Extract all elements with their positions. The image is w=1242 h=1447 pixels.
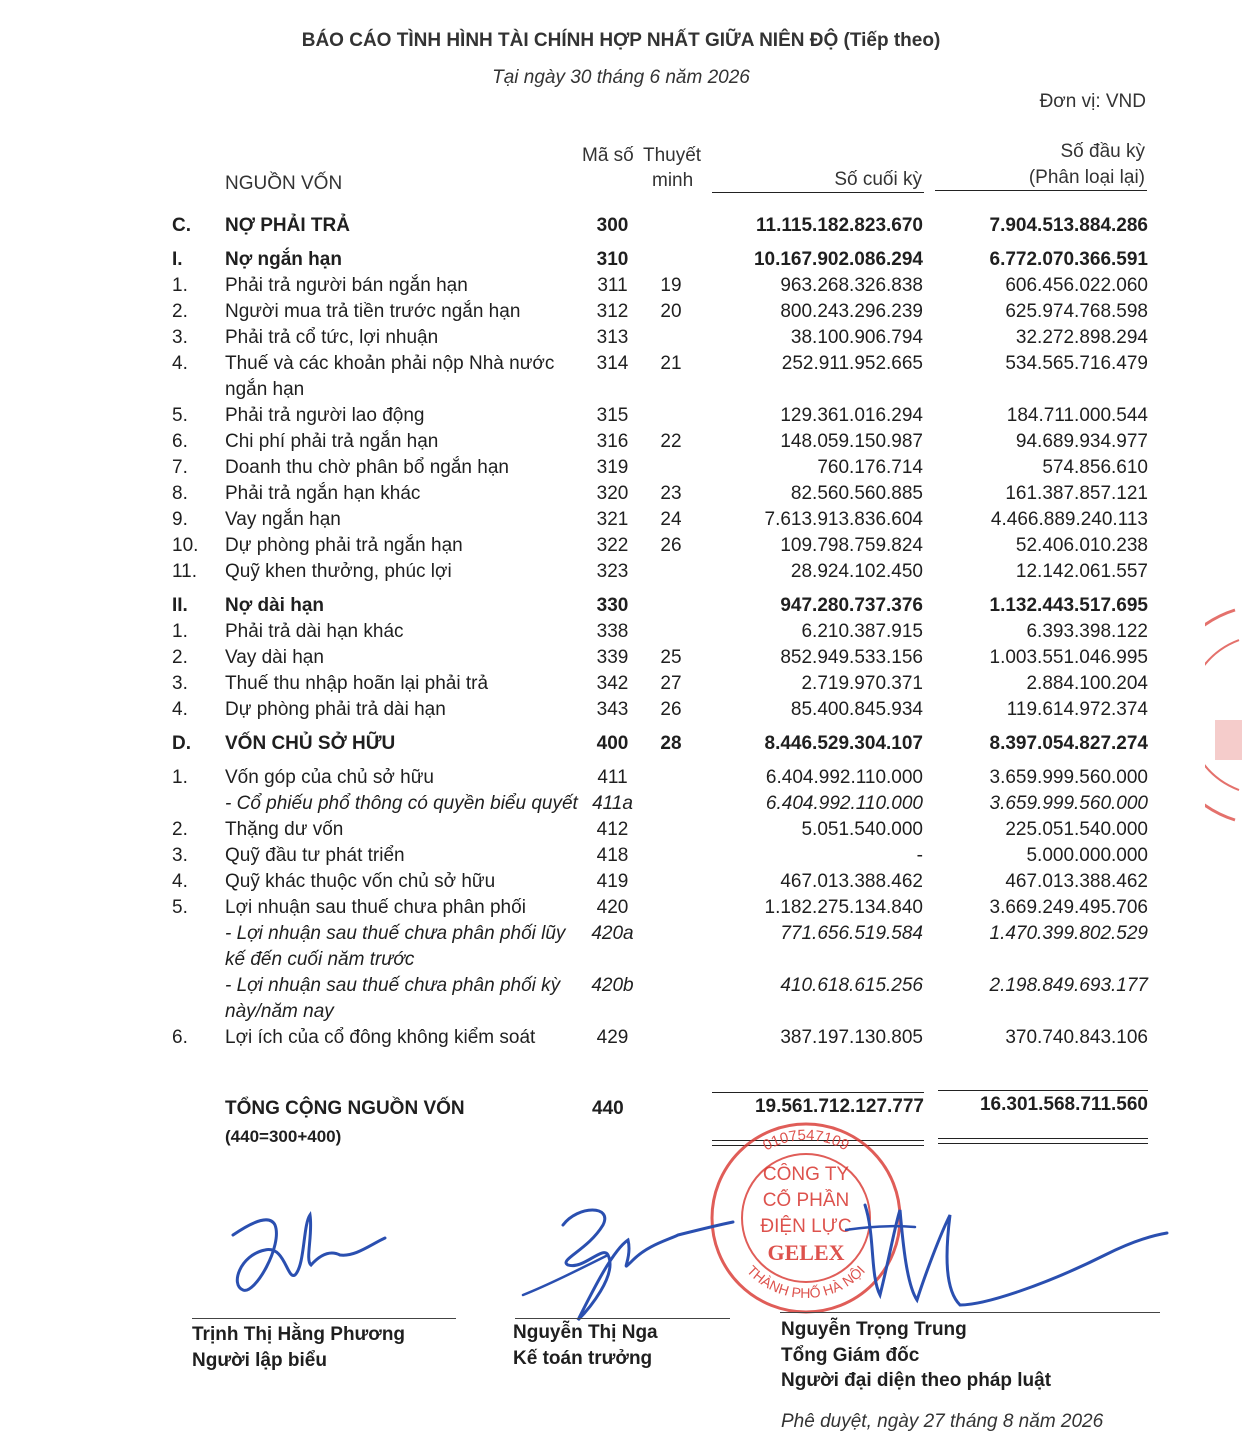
row-code: 411 <box>597 767 628 788</box>
row-note <box>640 239 702 273</box>
row-begin-value: 2.198.849.693.177 <box>989 975 1148 996</box>
row-begin-value: 3.659.999.560.000 <box>989 793 1148 814</box>
row-note: 23 <box>660 483 682 504</box>
svg-text:GELEX: GELEX <box>767 1240 845 1265</box>
row-end-value: 10.167.902.086.294 <box>753 249 923 270</box>
row-end-value: 1.182.275.134.840 <box>764 897 923 918</box>
row-number: 4. <box>172 353 188 374</box>
row-code: 342 <box>596 673 629 694</box>
liabilities-equity-table <box>172 205 1152 1051</box>
row-note <box>640 843 702 869</box>
signer-preparer-role: Người lập biểu <box>192 1350 327 1371</box>
header-begin-period: Số đầu kỳ <box>1060 141 1145 162</box>
row-begin-value: 3.659.999.560.000 <box>989 767 1148 788</box>
signature-general-director <box>845 1195 1175 1320</box>
row-number: 6. <box>172 1027 188 1048</box>
row-note <box>640 973 702 1025</box>
row-begin-value: 225.051.540.000 <box>1005 819 1148 840</box>
table-row <box>172 619 1152 645</box>
approval-date: Phê duyệt, ngày 27 tháng 8 năm 2026 <box>781 1411 1104 1432</box>
row-end-value: 8.446.529.304.107 <box>764 733 923 754</box>
table-row <box>172 455 1152 481</box>
row-code: 319 <box>596 457 629 478</box>
row-code: 330 <box>596 595 629 616</box>
table-row <box>172 533 1152 559</box>
row-begin-value: 52.406.010.238 <box>1015 535 1148 556</box>
row-end-value: 410.618.615.256 <box>780 975 923 996</box>
row-number: 3. <box>172 845 188 866</box>
row-label: Nợ dài hạn <box>225 595 325 616</box>
row-end-value: 2.719.970.371 <box>801 673 923 694</box>
row-note <box>640 817 702 843</box>
row-begin-value: 8.397.054.827.274 <box>989 733 1148 754</box>
row-number: 2. <box>172 819 188 840</box>
table-row <box>172 585 1152 619</box>
signature-preparer <box>225 1205 395 1305</box>
row-end-value: 947.280.737.376 <box>780 595 923 616</box>
row-note: 26 <box>660 535 682 556</box>
row-note <box>640 757 702 791</box>
row-begin-value: 184.711.000.544 <box>1006 405 1148 426</box>
row-label: - Cổ phiếu phổ thông có quyền biểu quyết <box>225 793 578 814</box>
row-note: 19 <box>660 275 682 296</box>
row-label: Vay dài hạn <box>225 647 324 668</box>
row-note <box>640 559 702 585</box>
row-label: Vốn góp của chủ sở hữu <box>225 767 434 788</box>
row-label: Phải trả người bán ngắn hạn <box>225 275 468 296</box>
header-section: NGUỒN VỐN <box>225 173 343 194</box>
row-note: 26 <box>660 699 682 720</box>
row-label: Lợi nhuận sau thuế chưa phân phối <box>225 897 526 918</box>
row-label: Thuế thu nhập hoãn lại phải trả <box>225 673 489 694</box>
row-begin-value: 161.387.857.121 <box>1005 483 1148 504</box>
row-number: 2. <box>172 301 188 322</box>
row-number: D. <box>172 733 191 754</box>
row-note <box>640 585 702 619</box>
row-end-value: 7.613.913.836.604 <box>764 509 923 530</box>
header-code: Mã số <box>582 145 634 166</box>
row-number: I. <box>172 249 183 270</box>
table-row <box>172 757 1152 791</box>
row-number <box>172 973 225 1025</box>
row-label: Phải trả dài hạn khác <box>225 621 404 642</box>
row-number: 1. <box>172 767 188 788</box>
header-underline-begin <box>935 190 1147 191</box>
row-end-value: - <box>916 845 923 866</box>
row-number: 7. <box>172 457 188 478</box>
row-number: 4. <box>172 699 188 720</box>
row-label: NỢ PHẢI TRẢ <box>225 215 350 236</box>
row-end-value: 6.210.387.915 <box>801 621 923 642</box>
signer-chief-accountant-role: Kế toán trưởng <box>513 1348 653 1369</box>
row-code: 429 <box>596 1027 629 1048</box>
table-row <box>172 869 1152 895</box>
row-label: Chi phí phải trả ngắn hạn <box>225 431 439 452</box>
row-label: Phải trả cổ tức, lợi nhuận <box>225 327 439 348</box>
row-note <box>640 1025 702 1051</box>
row-begin-value: 370.740.843.106 <box>1005 1027 1148 1048</box>
row-end-value: 771.656.519.584 <box>780 923 923 944</box>
row-begin-value: 574.856.610 <box>1042 457 1148 478</box>
table-row <box>172 791 1152 817</box>
row-end-value: 38.100.906.794 <box>790 327 923 348</box>
row-end-value: 5.051.540.000 <box>801 819 923 840</box>
table-row <box>172 299 1152 325</box>
row-begin-value: 606.456.022.060 <box>1005 275 1148 296</box>
row-code: 420 <box>596 897 629 918</box>
row-begin-value: 7.904.513.884.286 <box>989 215 1148 236</box>
row-label: Quỹ đầu tư phát triển <box>225 845 405 866</box>
row-begin-value: 6.772.070.366.591 <box>989 249 1148 270</box>
row-note <box>640 205 702 239</box>
row-begin-value: 467.013.388.462 <box>1005 871 1148 892</box>
row-end-value: 28.924.102.450 <box>790 561 923 582</box>
table-row <box>172 273 1152 299</box>
row-code: 420b <box>591 975 634 996</box>
table-row <box>172 205 1152 239</box>
row-end-value: 11.115.182.823.670 <box>756 215 923 236</box>
row-begin-value: 1.470.399.802.529 <box>989 923 1148 944</box>
total-code: 440 <box>592 1098 624 1119</box>
row-number: 8. <box>172 483 188 504</box>
signature-line-preparer <box>192 1318 456 1319</box>
row-label: Quỹ khác thuộc vốn chủ sở hữu <box>225 871 496 892</box>
row-note <box>640 325 702 351</box>
row-number: 3. <box>172 673 188 694</box>
row-begin-value: 5.000.000.000 <box>1026 845 1148 866</box>
row-number: 11. <box>172 561 198 582</box>
row-note: 27 <box>660 673 682 694</box>
row-note <box>640 403 702 429</box>
row-label: - Lợi nhuận sau thuế chưa phân phối lũy kế đến cuối năm trước <box>225 923 566 970</box>
row-end-value: 852.949.533.156 <box>780 647 923 668</box>
row-end-value: 760.176.714 <box>817 457 923 478</box>
table-row <box>172 1025 1152 1051</box>
row-begin-value: 1.003.551.046.995 <box>989 647 1148 668</box>
row-code: 315 <box>596 405 629 426</box>
table-row <box>172 697 1152 723</box>
row-code: 310 <box>596 249 629 270</box>
row-end-value: 82.560.560.885 <box>790 483 923 504</box>
row-code: 420a <box>591 923 634 944</box>
total-top-line-begin <box>938 1090 1148 1091</box>
table-row <box>172 403 1152 429</box>
row-label: Phải trả ngắn hạn khác <box>225 483 421 504</box>
svg-text:ĐIỆN LỰC: ĐIỆN LỰC <box>760 1216 852 1237</box>
row-code: 316 <box>596 431 629 452</box>
row-label: Quỹ khen thưởng, phúc lợi <box>225 561 452 582</box>
row-code: 312 <box>596 301 629 322</box>
row-begin-value: 12.142.061.557 <box>1015 561 1148 582</box>
table-row <box>172 481 1152 507</box>
table-row <box>172 325 1152 351</box>
row-label: Thặng dư vốn <box>225 819 344 840</box>
svg-text:CÔNG TY: CÔNG TY <box>762 1164 850 1185</box>
row-begin-value: 625.974.768.598 <box>1005 301 1148 322</box>
row-note <box>640 869 702 895</box>
row-number: 2. <box>172 647 188 668</box>
table-row <box>172 559 1152 585</box>
row-end-value: 85.400.845.934 <box>790 699 923 720</box>
row-number: C. <box>172 215 191 236</box>
total-formula: (440=300+400) <box>225 1127 342 1146</box>
row-note <box>640 895 702 921</box>
row-number <box>172 791 225 817</box>
signer-general-director-name: Nguyễn Trọng Trung <box>781 1319 967 1340</box>
row-end-value: 148.059.150.987 <box>780 431 923 452</box>
row-begin-value: 3.669.249.495.706 <box>989 897 1148 918</box>
signer-chief-accountant-name: Nguyễn Thị Nga <box>513 1322 658 1343</box>
row-code: 314 <box>596 353 629 374</box>
row-number: 5. <box>172 405 188 426</box>
svg-text:CỔ PHẦN: CỔ PHẦN <box>762 1190 850 1211</box>
row-code: 343 <box>596 699 629 720</box>
edge-seal-fragment <box>1205 600 1242 830</box>
row-code: 400 <box>596 733 629 754</box>
row-code: 320 <box>596 483 629 504</box>
row-end-value: 109.798.759.824 <box>780 535 923 556</box>
row-label: VỐN CHỦ SỞ HỮU <box>225 733 396 754</box>
row-label: - Lợi nhuận sau thuế chưa phân phối kỳ này/năm nay <box>225 975 561 1022</box>
row-begin-value: 32.272.898.294 <box>1015 327 1148 348</box>
table-row <box>172 507 1152 533</box>
report-title: BÁO CÁO TÌNH HÌNH TÀI CHÍNH HỢP NHẤT GIỮA NIÊN ĐỘ (Tiếp theo) <box>301 30 941 51</box>
table-row <box>172 723 1152 757</box>
row-end-value: 6.404.992.110.000 <box>765 793 923 814</box>
row-number: 6. <box>172 431 188 452</box>
total-begin: 16.301.568.711.560 <box>979 1094 1148 1115</box>
row-end-value: 252.911.952.665 <box>781 353 923 374</box>
row-number: II. <box>172 595 188 616</box>
row-code: 321 <box>596 509 629 530</box>
header-begin-period-sub: (Phân loại lại) <box>1028 167 1145 188</box>
row-label: Dự phòng phải trả dài hạn <box>225 699 446 720</box>
row-number: 1. <box>172 275 188 296</box>
row-code: 411a <box>592 793 633 814</box>
row-number: 4. <box>172 871 188 892</box>
table-row <box>172 645 1152 671</box>
row-begin-value: 4.466.889.240.113 <box>990 509 1148 530</box>
row-note: 25 <box>660 647 682 668</box>
row-note: 21 <box>660 353 682 374</box>
signature-chief-accountant <box>518 1200 738 1330</box>
currency-unit: Đơn vị: VND <box>1039 91 1146 112</box>
row-note: 22 <box>660 431 682 452</box>
row-number <box>172 921 225 973</box>
table-row <box>172 671 1152 697</box>
header-note-2: minh <box>652 170 694 191</box>
row-note <box>640 619 702 645</box>
row-note: 28 <box>660 733 682 754</box>
table-row <box>172 921 1152 973</box>
row-code: 338 <box>596 621 629 642</box>
row-number: 3. <box>172 327 188 348</box>
row-begin-value: 1.132.443.517.695 <box>989 595 1148 616</box>
row-code: 322 <box>596 535 629 556</box>
row-note <box>640 791 702 817</box>
row-end-value: 467.013.388.462 <box>780 871 923 892</box>
table-row <box>172 817 1152 843</box>
table-row <box>172 429 1152 455</box>
report-date: Tại ngày 30 tháng 6 năm 2026 <box>492 67 750 88</box>
row-code: 313 <box>596 327 629 348</box>
row-number: 5. <box>172 897 188 918</box>
row-number: 9. <box>172 509 188 530</box>
row-begin-value: 94.689.934.977 <box>1015 431 1148 452</box>
row-end-value: 387.197.130.805 <box>780 1027 923 1048</box>
row-note <box>640 455 702 481</box>
row-code: 419 <box>596 871 629 892</box>
signer-general-director-role-2: Người đại diện theo pháp luật <box>781 1370 1052 1391</box>
row-label: Nợ ngắn hạn <box>225 249 342 270</box>
table-row <box>172 895 1152 921</box>
table-row <box>172 239 1152 273</box>
row-label: Doanh thu chờ phân bổ ngắn hạn <box>225 457 509 478</box>
svg-text:THÀNH PHỐ HÀ NỘI: THÀNH PHỐ HÀ NỘI <box>744 1262 868 1302</box>
row-note: 20 <box>660 301 682 322</box>
row-code: 412 <box>596 819 629 840</box>
table-row <box>172 351 1152 403</box>
row-begin-value: 119.614.972.374 <box>1006 699 1148 720</box>
row-label: Dự phòng phải trả ngắn hạn <box>225 535 463 556</box>
signer-preparer-name: Trịnh Thị Hằng Phương <box>192 1324 406 1345</box>
row-begin-value: 6.393.398.122 <box>1026 621 1148 642</box>
header-end-period: Số cuối kỳ <box>834 169 922 190</box>
signature-line-general-director <box>780 1312 1160 1313</box>
row-end-value: 6.404.992.110.000 <box>765 767 923 788</box>
row-note <box>640 921 702 973</box>
table-row <box>172 843 1152 869</box>
row-code: 311 <box>597 275 628 296</box>
header-underline-end <box>712 192 924 193</box>
signature-line-chief-accountant <box>515 1318 730 1319</box>
total-top-line-end <box>712 1092 924 1093</box>
row-label: Người mua trả tiền trước ngắn hạn <box>225 301 521 322</box>
row-note: 24 <box>660 509 682 530</box>
row-code: 323 <box>596 561 629 582</box>
total-double-line-begin <box>938 1138 1148 1144</box>
row-end-value: 963.268.326.838 <box>780 275 923 296</box>
signer-general-director-role: Tổng Giám đốc <box>781 1345 920 1366</box>
row-end-value: 129.361.016.294 <box>780 405 923 426</box>
row-code: 339 <box>596 647 629 668</box>
row-code: 418 <box>596 845 629 866</box>
row-label: Phải trả người lao động <box>225 405 425 426</box>
svg-text:0107547109: 0107547109 <box>760 1126 852 1155</box>
total-end: 19.561.712.127.777 <box>754 1096 924 1117</box>
row-end-value: 800.243.296.239 <box>780 301 923 322</box>
row-label: Lợi ích của cổ đông không kiểm soát <box>225 1027 536 1048</box>
table-row <box>172 973 1152 1025</box>
row-begin-value: 534.565.716.479 <box>1005 353 1148 374</box>
row-code: 300 <box>596 215 629 236</box>
row-label: Thuế và các khoản phải nộp Nhà nước ngắn hạn <box>225 353 555 400</box>
row-begin-value: 2.884.100.204 <box>1026 673 1148 694</box>
row-label: Vay ngắn hạn <box>225 509 341 530</box>
header-note-1: Thuyết <box>643 145 702 166</box>
total-label: TỔNG CỘNG NGUỒN VỐN <box>225 1098 465 1119</box>
row-number: 1. <box>172 621 188 642</box>
row-number: 10. <box>172 535 199 556</box>
